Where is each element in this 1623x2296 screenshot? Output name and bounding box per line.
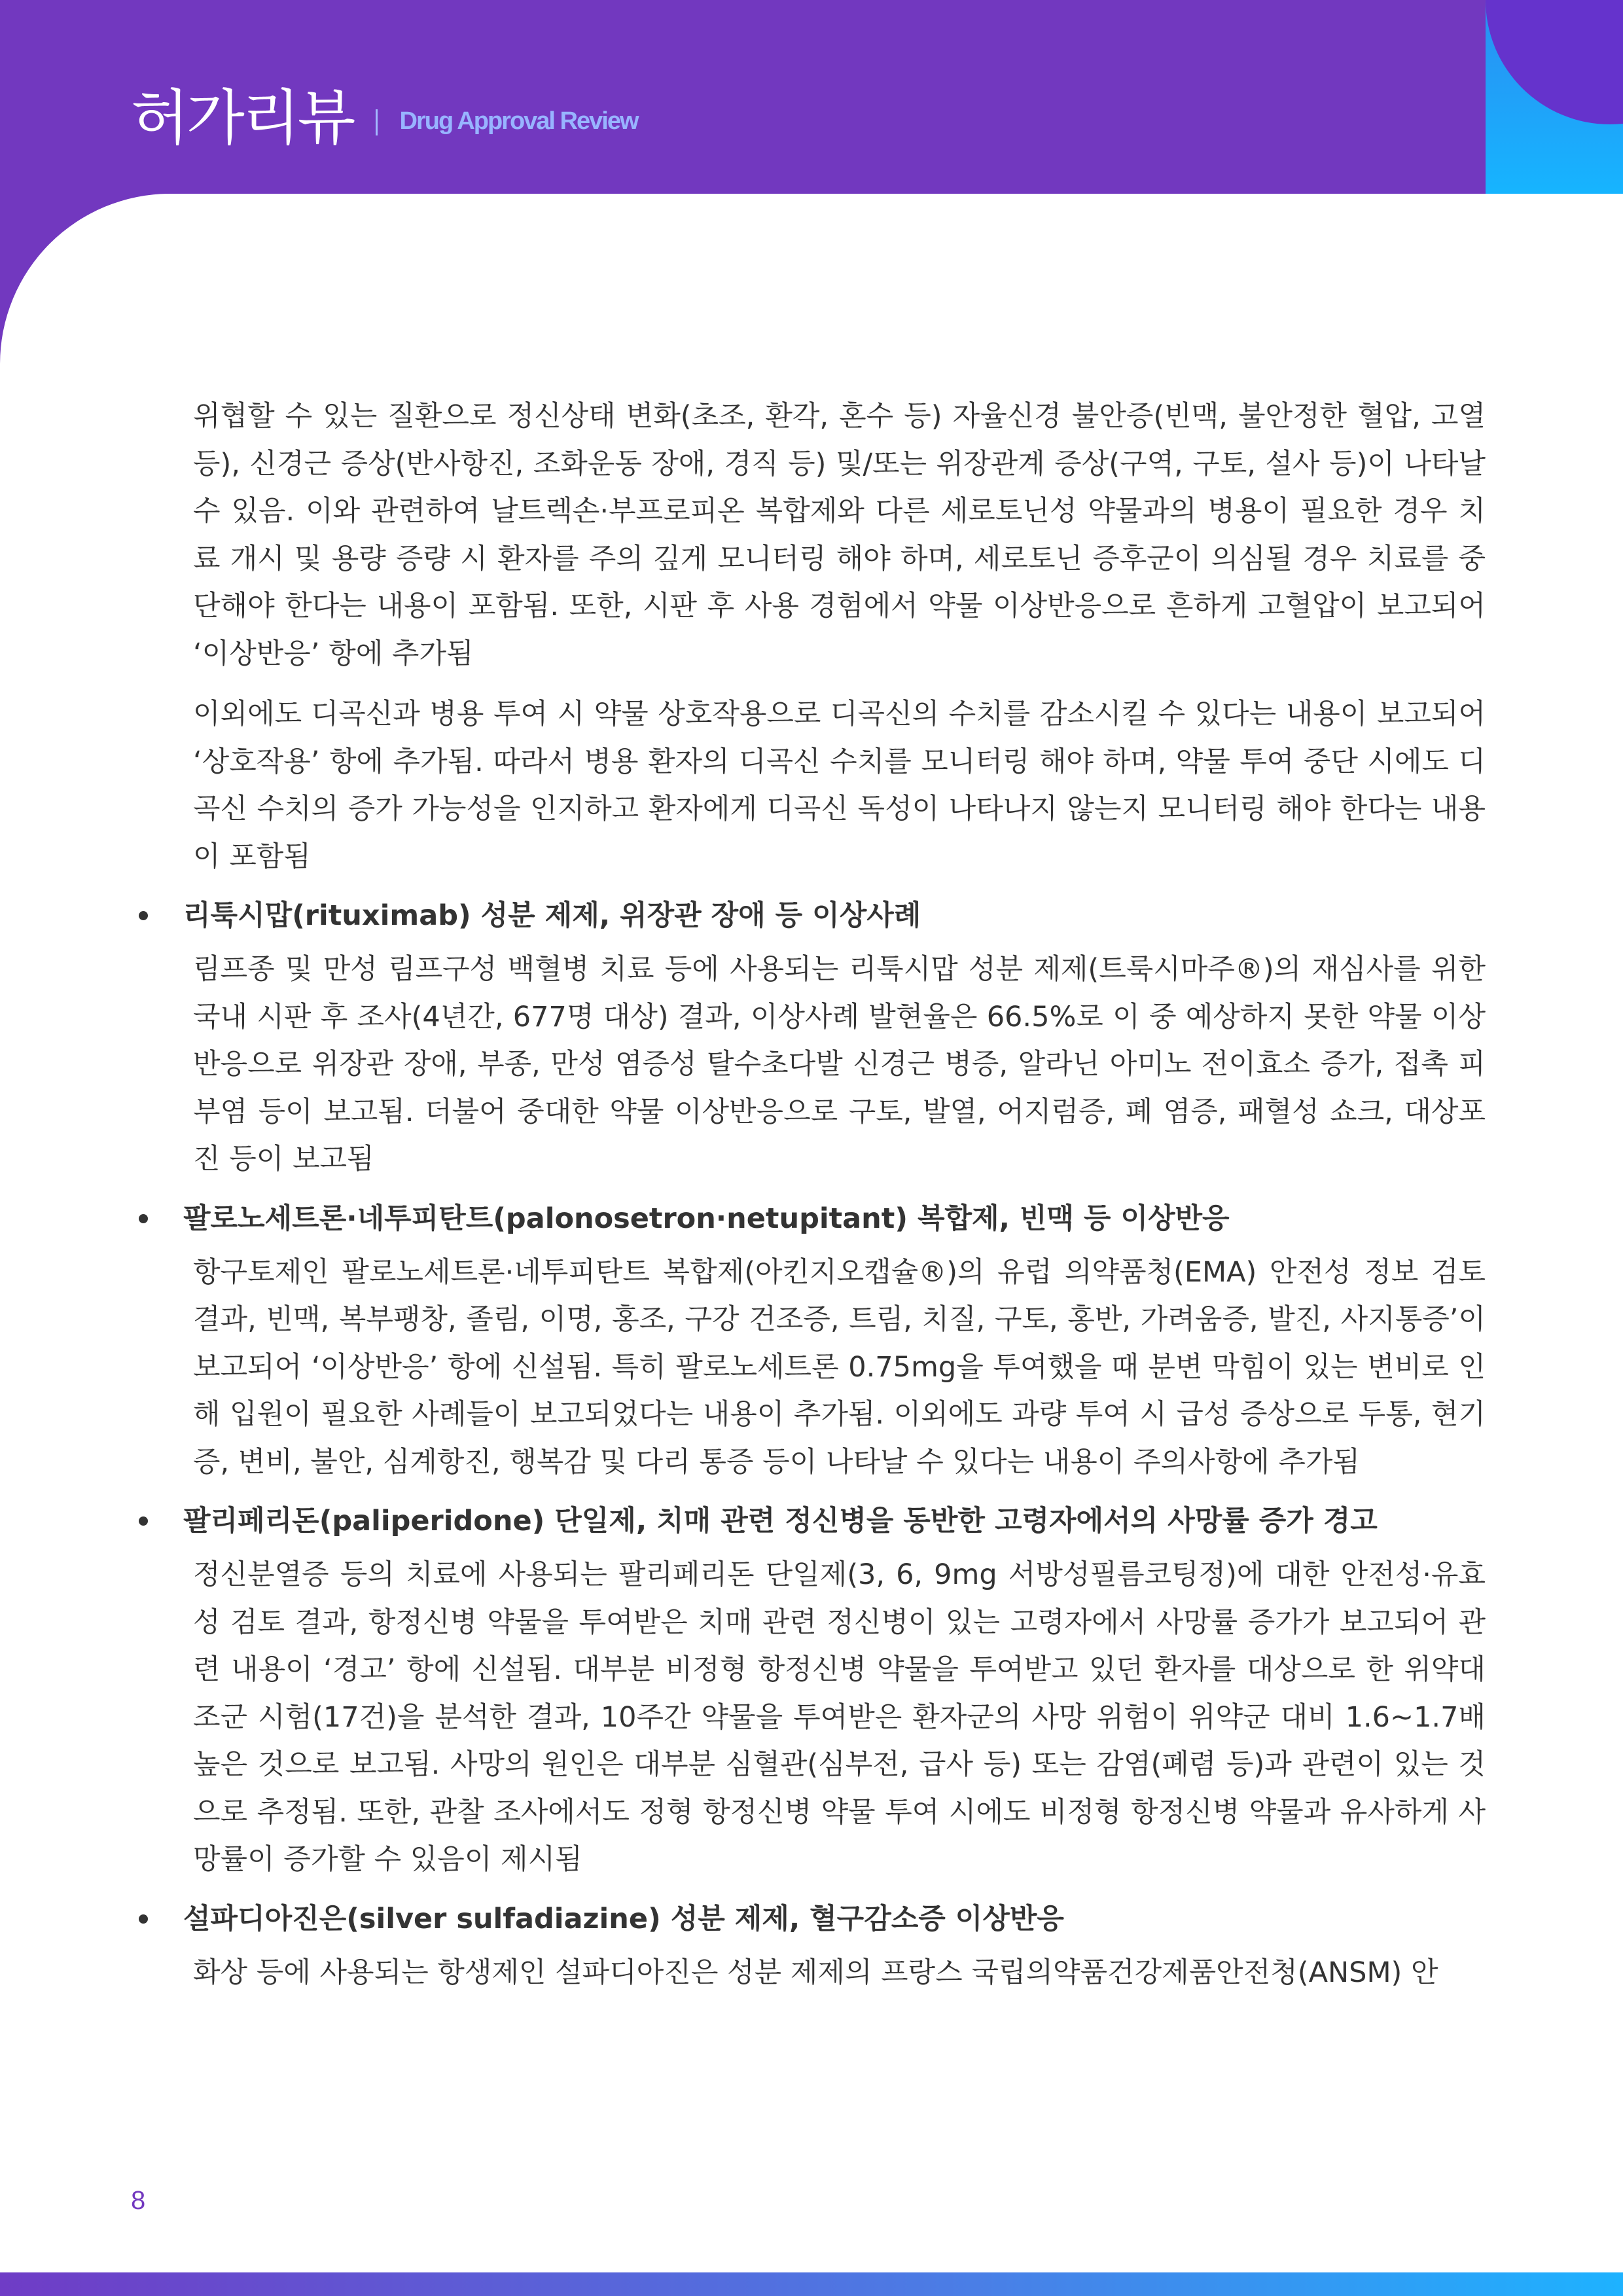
header-title-korean: 허가리뷰	[131, 83, 353, 153]
body-paragraph: 위협할 수 있는 질환으로 정신상태 변화(초조, 환각, 혼수 등) 자율신경 불안증(빈맥, 불안정한 혈압, 고열 등), 신경근 증상(반사항진, 조화운동 장애, 경직 등) 및/또는 위장관계 증상(구역, 구토, 설사 등)이 나타날 수 있음. 이와 관련하여 날트렉손·부프로피온 복합제와 다른 세로토닌성 약물과의 병용이 필요한 경우 치료 개시 및 용량 증량 시 환자를 주의 깊게 모니터링 해야 하며, 세로토닌 증후군이 의심될 경우 치료를 중단해야 한다는 내용이 포함됨. 또한, 시판 후 사용 경험에서 약물 이상반응으로 흔하게 고혈압이 보고되어 ‘이상반응’ 항에 추가됨	[193, 400, 1486, 670]
footer-gradient-bar	[0, 2272, 1623, 2296]
body-paragraph: 정신분열증 등의 치료에 사용되는 팔리페리돈 단일제(3, 6, 9mg 서방성필름코팅정)에 대한 안전성·유효성 검토 결과, 항정신병 약물을 투여받은 치매 관련 정신병이 있는 고령자에서 사망률 증가가 보고되어 관련 내용이 ‘경고’ 항에 신설됨. 대부분 비정형 항정신병 약물을 투여받고 있던 환자를 대상으로 한 위약대조군 시험(17건)을 분석한 결과, 10주간 약물을 투여받은 환자군의 사망 위험이 위약군 대비 1.6~1.7배 높은 것으로 보고됨. 사망의 원인은 대부분 심혈관(심부전, 급사 등) 또는 감염(폐렴 등)과 관련이 있는 것으로 추정됨. 또한, 관찰 조사에서도 정형 항정신병 약물 투여 시에도 비정형 항정신병 약물과 유사하게 사망률이 증가할 수 있음이 제시됨	[193, 1558, 1486, 1876]
section-heading	[183, 1895, 1486, 1943]
section-heading	[183, 1498, 1486, 1545]
body-paragraph: 림프종 및 만성 림프구성 백혈병 치료 등에 사용되는 리툭시맙 성분 제제(트룩시마주®)의 재심사를 위한 국내 시판 후 조사(4년간, 677명 대상) 결과, 이상사례 발현율은 66.5%로 이 중 예상하지 못한 약물 이상반응으로 위장관 장애, 부종, 만성 염증성 탈수초다발 신경근 병증, 알라닌 아미노 전이효소 증가, 접촉 피부염 등이 보고됨. 더불어 중대한 약물 이상반응으로 구토, 발열, 어지럼증, 폐 염증, 패혈성 쇼크, 대상포진 등이 보고됨	[193, 953, 1486, 1175]
section-heading-text: 설파디아진은(silver sulfadiazine) 성분 제제, 혈구감소증 이상반응	[183, 1902, 1064, 1935]
section-heading	[183, 892, 1486, 939]
section-heading-text: 팔리페리돈(paliperidone) 단일제, 치매 관련 정신병을 동반한 고령자에서의 사망률 증가 경고	[183, 1505, 1378, 1537]
body-paragraph: 화상 등에 사용되는 항생제인 설파디아진은 성분 제제의 프랑스 국립의약품건강제품안전청(ANSM) 안	[193, 1956, 1438, 1989]
body-paragraph: 항구토제인 팔로노세트론·네투피탄트 복합제(아킨지오캡슐®)의 유럽 의약품청(EMA) 안전성 정보 검토 결과, 빈맥, 복부팽창, 졸림, 이명, 홍조, 구강 건조증, 트림, 치질, 구토, 홍반, 가려움증, 발진, 사지통증’이 보고되어 ‘이상반응’ 항에 신설됨. 특히 팔로노세트론 0.75mg을 투여했을 때 분변 막힘이 있는 변비로 인해 입원이 필요한 사례들이 보고되었다는 내용이 추가됨. 이외에도 과량 투여 시 급성 증상으로 두통, 현기증, 변비, 불안, 심계항진, 행복감 및 다리 통증 등이 나타날 수 있다는 내용이 주의사항에 추가됨	[193, 1255, 1486, 1479]
section-heading	[183, 1195, 1486, 1242]
bullet-dot-icon	[139, 911, 148, 920]
body-paragraph: 이외에도 디곡신과 병용 투여 시 약물 상호작용으로 디곡신의 수치를 감소시킬 수 있다는 내용이 보고되어 ‘상호작용’ 항에 추가됨. 따라서 병용 환자의 디곡신 수치를 모니터링 해야 하며, 약물 투여 중단 시에도 디곡신 수치의 증가 가능성을 인지하고 환자에게 디곡신 독성이 나타나지 않는지 모니터링 해야 한다는 내용이 포함됨	[193, 698, 1486, 873]
section-heading-text: 팔로노세트론·네투피탄트(palonosetron·netupitant) 복합제, 빈맥 등 이상반응	[183, 1202, 1230, 1235]
header-title-english: Drug Approval Review	[399, 107, 638, 135]
bullet-dot-icon	[139, 1914, 148, 1924]
bullet-dot-icon	[139, 1214, 148, 1223]
bullet-dot-icon	[139, 1516, 148, 1526]
article-content	[0, 393, 1623, 1996]
section-heading-text: 리툭시맙(rituximab) 성분 제제, 위장관 장애 등 이상사례	[183, 899, 921, 932]
header-divider	[376, 109, 378, 135]
page-number: 8	[131, 2186, 146, 2215]
page-header	[131, 77, 638, 153]
